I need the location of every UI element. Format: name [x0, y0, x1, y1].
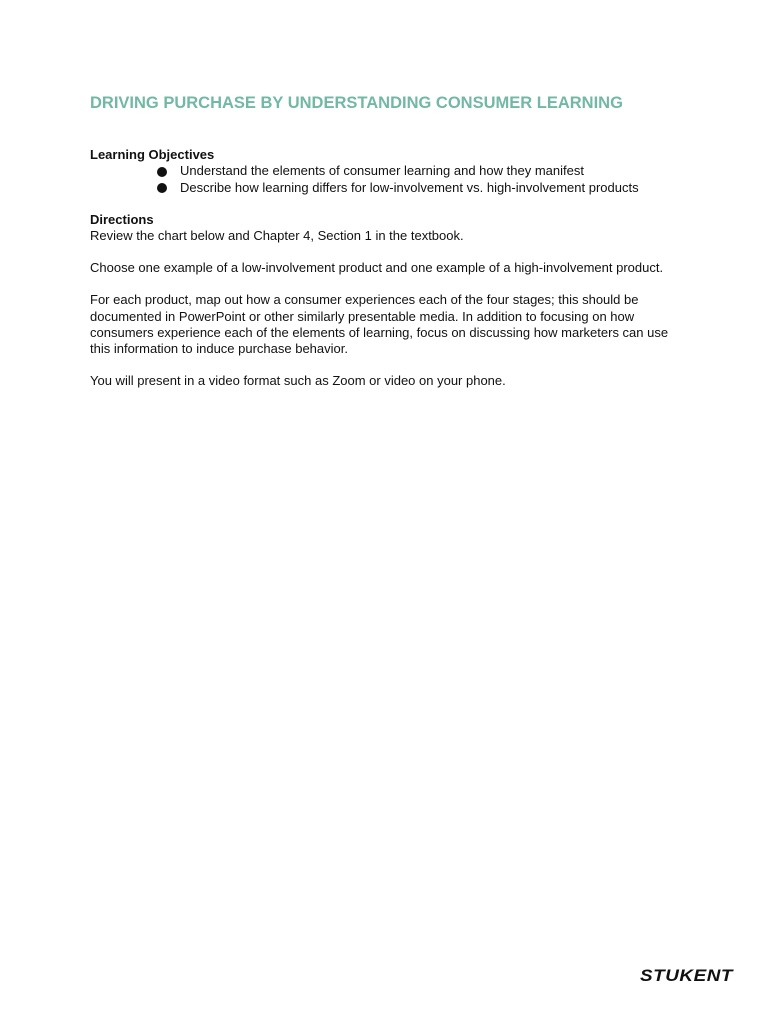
bullet-icon — [157, 183, 167, 193]
directions-heading: Directions — [90, 212, 154, 227]
document-title: DRIVING PURCHASE BY UNDERSTANDING CONSUMER LEARNING — [90, 94, 623, 112]
directions-section — [90, 212, 680, 405]
objective-text: Understand the elements of consumer learning and how they manifest — [180, 163, 584, 178]
bullet-icon — [157, 167, 167, 177]
directions-paragraph: Choose one example of a low-involvement product and one example of a high-involvement product. — [90, 260, 664, 276]
stukent-logo — [640, 964, 734, 986]
learning-objectives-heading: Learning Objectives — [90, 147, 215, 162]
list-item — [157, 163, 757, 180]
learning-objectives-section — [90, 147, 690, 196]
directions-paragraph: Review the chart below and Chapter 4, Section 1 in the textbook. — [90, 228, 464, 243]
directions-paragraph: For each product, map out how a consumer experiences each of the four stages; this should be documented in PowerPoint or other similarly presentable media. In addition to focusing on how consumers experience each of the elements of learning, focus on discussing how marketers can use this information to induce purchase behavior. — [90, 292, 669, 357]
learning-objectives-list — [157, 163, 757, 196]
logo-text: STUKENT — [640, 966, 734, 985]
objective-text: Describe how learning differs for low-involvement vs. high-involvement products — [180, 179, 639, 195]
directions-paragraph: You will present in a video format such as Zoom or video on your phone. — [90, 373, 506, 389]
list-item — [157, 180, 757, 197]
